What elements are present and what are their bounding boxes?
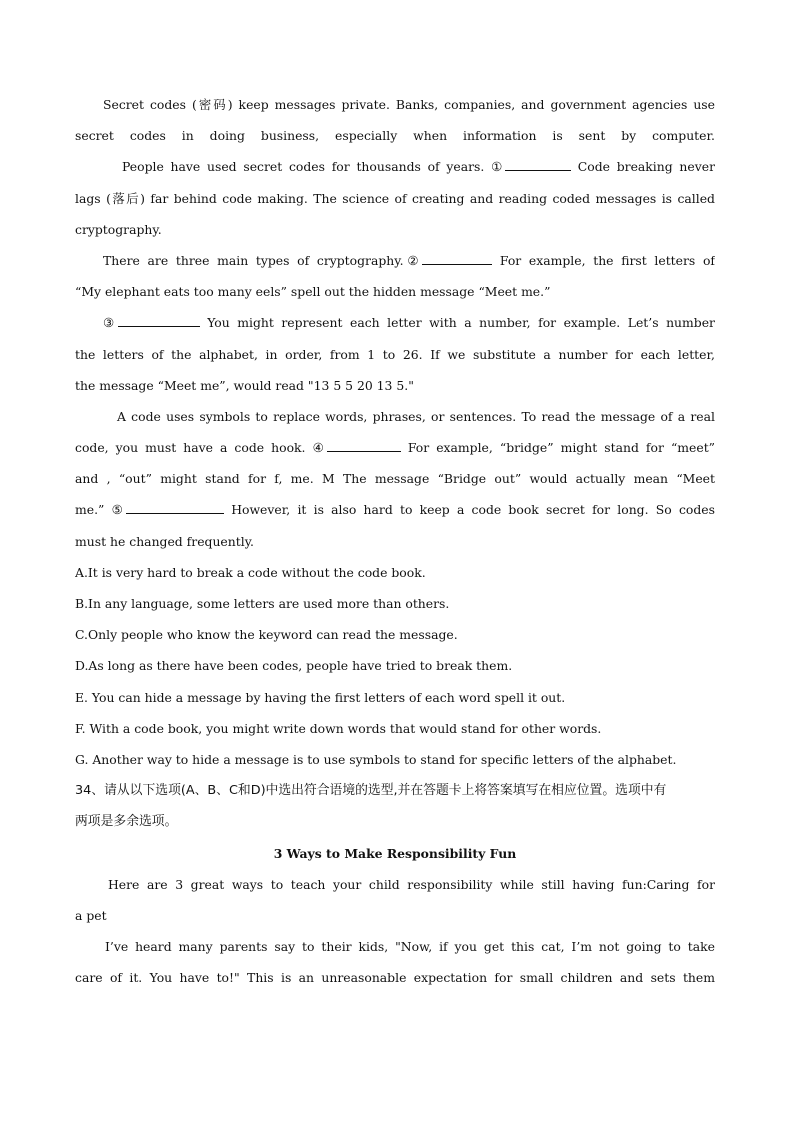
passage-text: There are three main types of cryptography. — [103, 252, 404, 268]
option-a: A.It is very hard to break a code without the code book. — [75, 564, 426, 580]
blank-marker-5: ⑤ — [111, 502, 126, 518]
passage-text: For example, the first letters of — [499, 252, 715, 268]
passage-line — [75, 245, 715, 276]
answer-blank-4[interactable] — [327, 439, 401, 452]
passage-line: and , “out” might stand for f, me. M The message “Bridge out” would actually mean “Meet — [75, 471, 715, 487]
answer-blank-2[interactable] — [422, 252, 492, 265]
article-line: I’ve heard many parents say to their kids, "Now, if you get this cat, I’m not going to take — [105, 939, 715, 955]
option-d: D.As long as there have been codes, people have tried to break them. — [75, 658, 513, 674]
article-line: a pet — [75, 907, 107, 923]
blank-marker-1: ① — [491, 159, 506, 175]
option-b: B.In any language, some letters are used more than others. — [75, 596, 450, 611]
passage-text: You might represent each letter with a number, for example. Let’s number — [207, 315, 715, 331]
option-g: G. Another way to hide a message is to use symbols to stand for specific letters of the alphabet. — [75, 751, 677, 767]
passage-text: For example, “bridge” might stand for “meet” — [407, 440, 715, 456]
passage-line: cryptography. — [75, 221, 162, 237]
passage-line — [75, 307, 715, 338]
content — [75, 89, 715, 993]
passage-text: However, it is also hard to keep a code book secret for long. So codes — [231, 502, 715, 518]
question-34-instruction: 34、请从以下选项(A、B、C和D)中选出符合语境的选型,并在答题卡上将答案填写在相应位置。选项中有 — [75, 783, 667, 799]
passage-line: the message “Meet me”, would read "13 5 5 20 13 5." — [75, 377, 414, 393]
passage-line: “My elephant eats too many eels” spell out the hidden message “Meet me.” — [75, 284, 551, 300]
article-line: care of it. You have to!" This is an unreasonable expectation for small children and sets them — [75, 970, 715, 986]
answer-blank-5[interactable] — [126, 501, 224, 514]
passage-line: secret codes in doing business, especially when information is sent by computer. — [75, 128, 715, 144]
answer-blank-1[interactable] — [505, 158, 571, 171]
passage-text: People have used secret codes for thousands of years. — [122, 159, 485, 175]
option-f: F. With a code book, you might write down words that would stand for other words. — [75, 720, 602, 736]
passage-line: lags (落后) far behind code making. The science of creating and reading coded messages is called — [75, 190, 715, 206]
passage-line — [75, 432, 715, 463]
option-e: E. You can hide a message by having the first letters of each word spell it out. — [75, 689, 566, 705]
question-34-instruction-cont: 两项是多余选项。 — [75, 814, 178, 830]
passage-line: the letters of the alphabet, in order, from 1 to 26. If we substitute a number for each letter, — [75, 346, 715, 362]
passage-line — [75, 494, 715, 525]
option-c: C.Only people who know the keyword can read the message. — [75, 627, 458, 643]
passage-text: Code breaking never — [577, 159, 715, 175]
article-line: Here are 3 great ways to teach your child responsibility while still having fun:Caring for — [108, 876, 715, 892]
article-title: 3 Ways to Make Responsibility Fun — [273, 845, 517, 861]
passage-line: A code uses symbols to replace words, phrases, or sentences. To read the message of a real — [117, 408, 715, 424]
passage-text: code, you must have a code hook. — [75, 440, 306, 456]
blank-marker-3: ③ — [103, 315, 118, 331]
passage-line: must he changed frequently. — [75, 533, 254, 549]
answer-blank-3[interactable] — [118, 314, 200, 327]
passage-line — [75, 151, 715, 182]
blank-marker-4: ④ — [312, 440, 327, 456]
passage-line: Secret codes (密码) keep messages private. Banks, companies, and government agencies use — [103, 97, 715, 112]
passage-text: me.” — [75, 502, 105, 518]
blank-marker-2: ② — [403, 252, 423, 268]
